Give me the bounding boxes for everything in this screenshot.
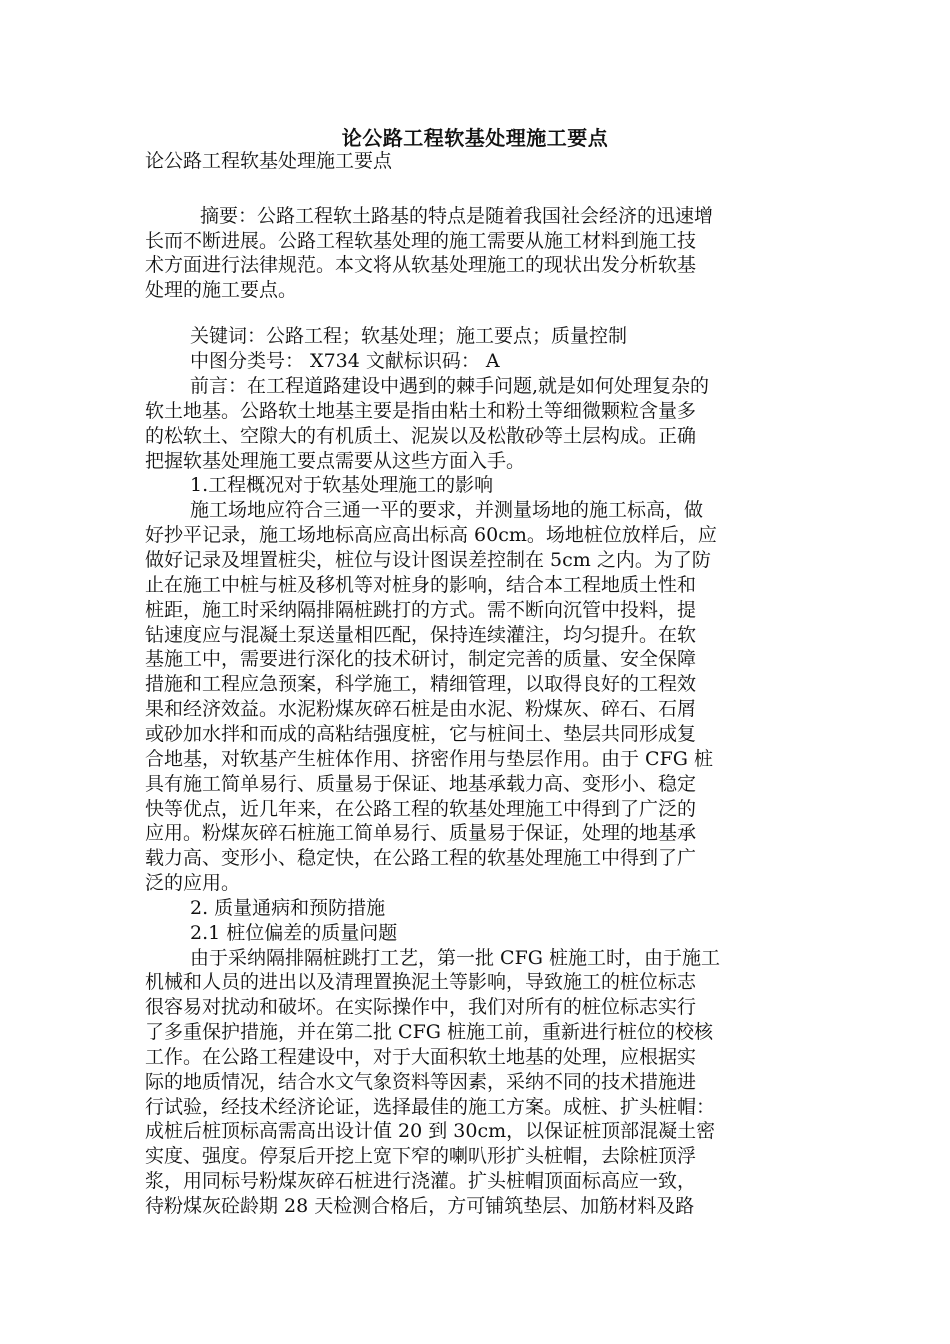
abstract-line: 长而不断进展。公路工程软基处理的施工需要从施工材料到施工技 [145, 230, 697, 252]
body-line: 很容易对扰动和破坏。在实际操作中，我们对所有的桩位标志实行 [145, 996, 697, 1018]
abstract-line: 术方面进行法律规范。本文将从软基处理施工的现状出发分析软基 [145, 254, 697, 276]
body-line: 钻速度应与混凝土泵送量相匹配，保持连续灌注，均匀提升。在软 [145, 624, 697, 646]
body-line: 做好记录及埋置桩尖，桩位与设计图误差控制在 5cm 之内。为了防 [145, 549, 711, 571]
body-line: 好抄平记录，施工场地标高应高出标高 60cm。场地桩位放样后，应 [145, 524, 717, 546]
body-line: 或砂加水拌和而成的高粘结强度桩，它与桩间土、垫层共同形成复 [145, 723, 697, 745]
body-line: 实度、强度。停泵后开挖上宽下窄的喇叭形扩头桩帽，去除桩顶浮 [145, 1145, 697, 1167]
body-line: 软土地基。公路软土地基主要是指由粘土和粉土等细微颗粒含量多 [145, 400, 697, 422]
abstract-line: 摘要：公路工程软土路基的特点是随着我国社会经济的迅速增 [200, 205, 714, 227]
body-line: 具有施工简单易行、质量易于保证、地基承载力高、变形小、稳定 [145, 773, 697, 795]
body-line: 桩距，施工时采纳隔排隔桩跳打的方式。需不断向沉管中投料，提 [145, 599, 697, 621]
body-line: 前言：在工程道路建设中遇到的棘手问题,就是如何处理复杂的 [190, 375, 710, 397]
section-heading: 2. 质量通病和预防措施 [190, 897, 386, 919]
body-line: 把握软基处理施工要点需要从这些方面入手。 [145, 450, 526, 472]
body-line: 措施和工程应急预案，科学施工，精细管理，以取得良好的工程效 [145, 673, 697, 695]
body-line: 施工场地应符合三通一平的要求，并测量场地的施工标高，做 [190, 499, 704, 521]
abstract-line: 处理的施工要点。 [145, 279, 298, 301]
body-line: 机械和人员的进出以及清理置换泥土等影响，导致施工的桩位标志 [145, 971, 697, 993]
body-line: 成桩后桩顶标高需高出设计值 20 到 30cm，以保证桩顶部混凝土密 [145, 1120, 716, 1142]
body-line: 应用。粉煤灰碎石桩施工简单易行、质量易于保证，处理的地基承 [145, 822, 697, 844]
body-line: 际的地质情况，结合水文气象资料等因素，采纳不同的技术措施进 [145, 1071, 697, 1093]
body-line: 泛的应用。 [145, 872, 241, 894]
body-line: 行试验，经技术经济论证，选择最佳的施工方案。成桩、扩头桩帽： [145, 1096, 716, 1118]
keywords-line: 关键词：公路工程；软基处理；施工要点；质量控制 [190, 325, 628, 347]
body-line: 载力高、变形小、稳定快，在公路工程的软基处理施工中得到了广 [145, 847, 697, 869]
body-line: 快等优点，近几年来，在公路工程的软基处理施工中得到了广泛的 [145, 798, 697, 820]
body-line: 果和经济效益。水泥粉煤灰碎石桩是由水泥、粉煤灰、碎石、石屑 [145, 698, 697, 720]
body-line: 合地基，对软基产生桩体作用、挤密作用与垫层作用。由于 CFG 桩 [145, 748, 713, 770]
document-subtitle: 论公路工程软基处理施工要点 [145, 150, 393, 172]
section-heading: 1.工程概况对于软基处理施工的影响 [190, 474, 494, 496]
classification-line: 中图分类号： X734 文献标识码： A [190, 350, 500, 372]
body-line: 止在施工中桩与桩及移机等对桩身的影响，结合本工程地质土性和 [145, 574, 697, 596]
body-line: 基施工中，需要进行深化的技术研讨，制定完善的质量、安全保障 [145, 648, 697, 670]
body-line: 工作。在公路工程建设中，对于大面积软土地基的处理，应根据实 [145, 1046, 697, 1068]
body-line: 的松软土、空隙大的有机质土、泥炭以及松散砂等土层构成。正确 [145, 425, 697, 447]
document-title: 论公路工程软基处理施工要点 [341, 126, 609, 150]
body-line: 由于采纳隔排隔桩跳打工艺，第一批 CFG 桩施工时，由于施工 [190, 947, 720, 969]
body-line: 浆，用同标号粉煤灰碎石桩进行浇灌。扩头桩帽顶面标高应一致， [145, 1170, 697, 1192]
body-line: 了多重保护措施，并在第二批 CFG 桩施工前，重新进行桩位的校核 [145, 1021, 713, 1043]
subsection-heading: 2.1 桩位偏差的质量问题 [190, 922, 398, 944]
body-line: 待粉煤灰砼龄期 28 天检测合格后，方可铺筑垫层、加筋材料及路 [145, 1195, 695, 1217]
